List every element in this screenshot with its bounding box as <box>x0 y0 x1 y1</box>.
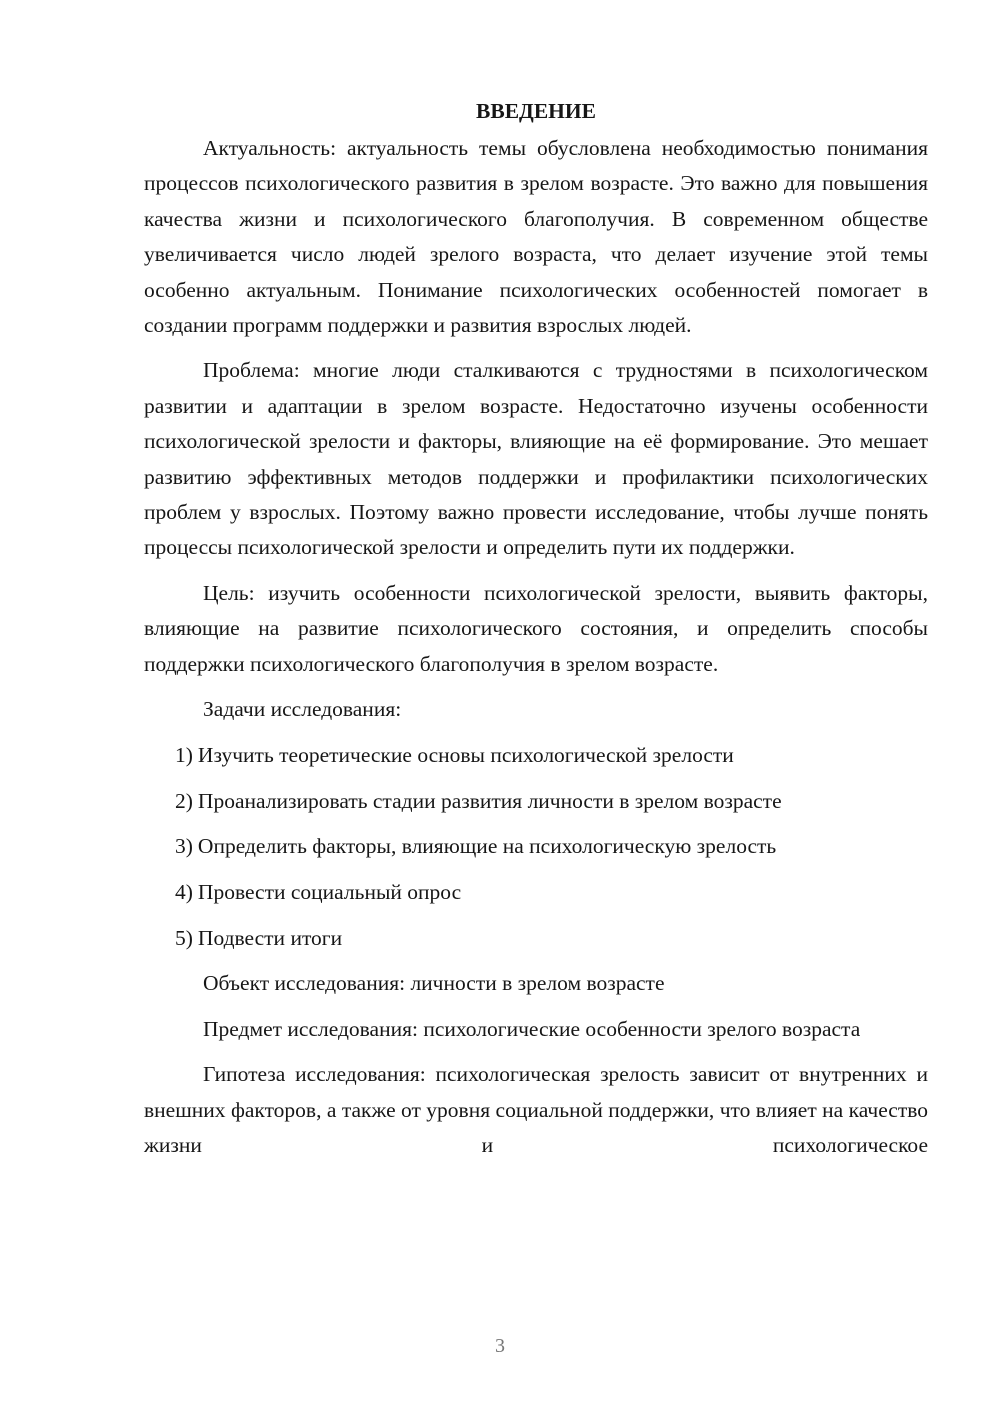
list-item-number: 1) <box>175 742 193 767</box>
paragraph-tasks-title: Задачи исследования: <box>203 697 402 722</box>
list-item-text: Провести социальный опрос <box>197 879 462 904</box>
list-item <box>144 921 928 956</box>
paragraph-object: Объект исследования: личности в зрелом возрасте <box>203 971 665 996</box>
list-item-text: Подвести итоги <box>197 925 343 950</box>
list-item-number: 2) <box>175 788 193 813</box>
list-item-number: 5) <box>175 925 193 950</box>
list-item <box>144 738 928 773</box>
list-item <box>144 784 928 819</box>
paragraph-subject: Предмет исследования: психологические особенности зрелого возраста <box>203 1016 861 1041</box>
list-item-text: Определить факторы, влияющие на психологическую зрелость <box>197 834 777 859</box>
list-item-number: 4) <box>175 879 193 904</box>
tasks-list <box>144 738 928 956</box>
paragraph-problem: Проблема: многие люди сталкиваются с трудностями в психологическом развитии и адаптации в зрелом возрасте. Недостаточно изучены особенности психологической зрелости и факторы, влияющие на её формирование. Это мешает развитию эффективных методов поддержки и профилактики психологических проблем у взрослых. Поэтому важно провести исследование, чтобы лучше понять процессы психологической зрелости и определить пути их поддержки. <box>144 358 928 560</box>
paragraph-goal: Цель: изучить особенности психологической зрелости, выявить факторы, влияющие на развитие психологического состояния, и определить способы поддержки психологического благополучия в зрелом возрасте. <box>144 580 928 676</box>
paragraph-relevance: Актуальность: актуальность темы обусловлена необходимостью понимания процессов психологического развития в зрелом возрасте. Это важно для повышения качества жизни и психологического благополучия. В современном обществе увеличивается число людей зрелого возраста, что делает изучение этой темы особенно актуальным. Понимание психологических особенностей помогает в создании программ поддержки и развития взрослых людей. <box>144 136 928 338</box>
paragraph-hypothesis: Гипотеза исследования: психологическая зрелость зависит от внутренних и внешних факторов, а также от уровня социальной поддержки, что влияет на качество жизни и психологическое <box>144 1062 928 1157</box>
list-item <box>144 875 928 910</box>
page-number: 3 <box>495 1335 505 1357</box>
list-item <box>144 829 928 864</box>
list-item-text: Изучить теоретические основы психологической зрелости <box>197 742 734 767</box>
section-heading: ВВЕДЕНИЕ <box>476 99 596 123</box>
page-content <box>144 94 928 1173</box>
list-item-number: 3) <box>175 834 193 859</box>
list-item-text: Проанализировать стадии развития личности в зрелом возрасте <box>197 788 782 813</box>
